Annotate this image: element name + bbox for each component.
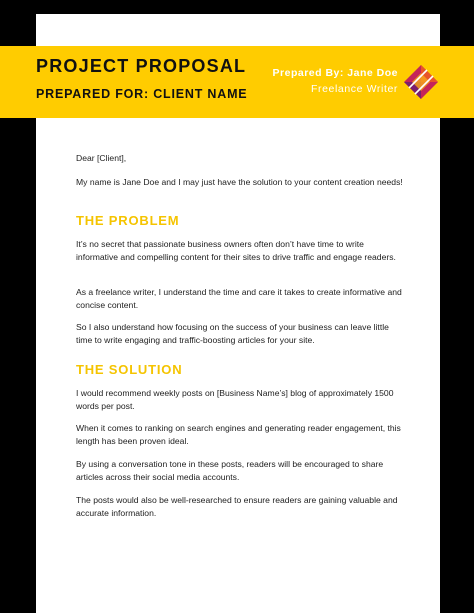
- solution-paragraph-2: When it comes to ranking on search engines and generating reader engagement, this length has been proven ideal.: [76, 423, 401, 446]
- author-role: Freelance Writer: [310, 83, 398, 95]
- logo-icon: [403, 64, 439, 100]
- solution-paragraph-4: The posts would also be well-researched to ensure readers are gaining valuable and accurate information.: [76, 495, 398, 518]
- solution-heading: THE SOLUTION: [76, 362, 183, 377]
- intro-paragraph: My name is Jane Doe and I may just have the solution to your content creation needs!: [76, 177, 403, 187]
- prepared-by-line: Prepared By: Jane Doe: [272, 67, 398, 79]
- solution-paragraph-3: By using a conversation tone in these posts, readers will be encouraged to share articles across their social media accounts.: [76, 459, 384, 482]
- proposal-title: PROJECT PROPOSAL: [36, 56, 247, 76]
- prepared-for-line: PREPARED FOR: CLIENT NAME: [36, 87, 248, 101]
- problem-heading: THE PROBLEM: [76, 213, 180, 228]
- solution-paragraph-1: I would recommend weekly posts on [Business Name’s] blog of approximately 1500 words per post.: [76, 388, 394, 411]
- greeting: Dear [Client],: [76, 153, 127, 163]
- problem-paragraph-1: It’s no secret that passionate business owners often don’t have time to write informative and compelling content for their sites to drive traffic and engage readers.: [76, 239, 396, 262]
- problem-paragraph-2: As a freelance writer, I understand the time and care it takes to create informative and concise content.: [76, 287, 402, 310]
- problem-paragraph-3: So I also understand how focusing on the success of your business can leave little time to write engaging and traffic-boosting articles for your site.: [76, 322, 389, 345]
